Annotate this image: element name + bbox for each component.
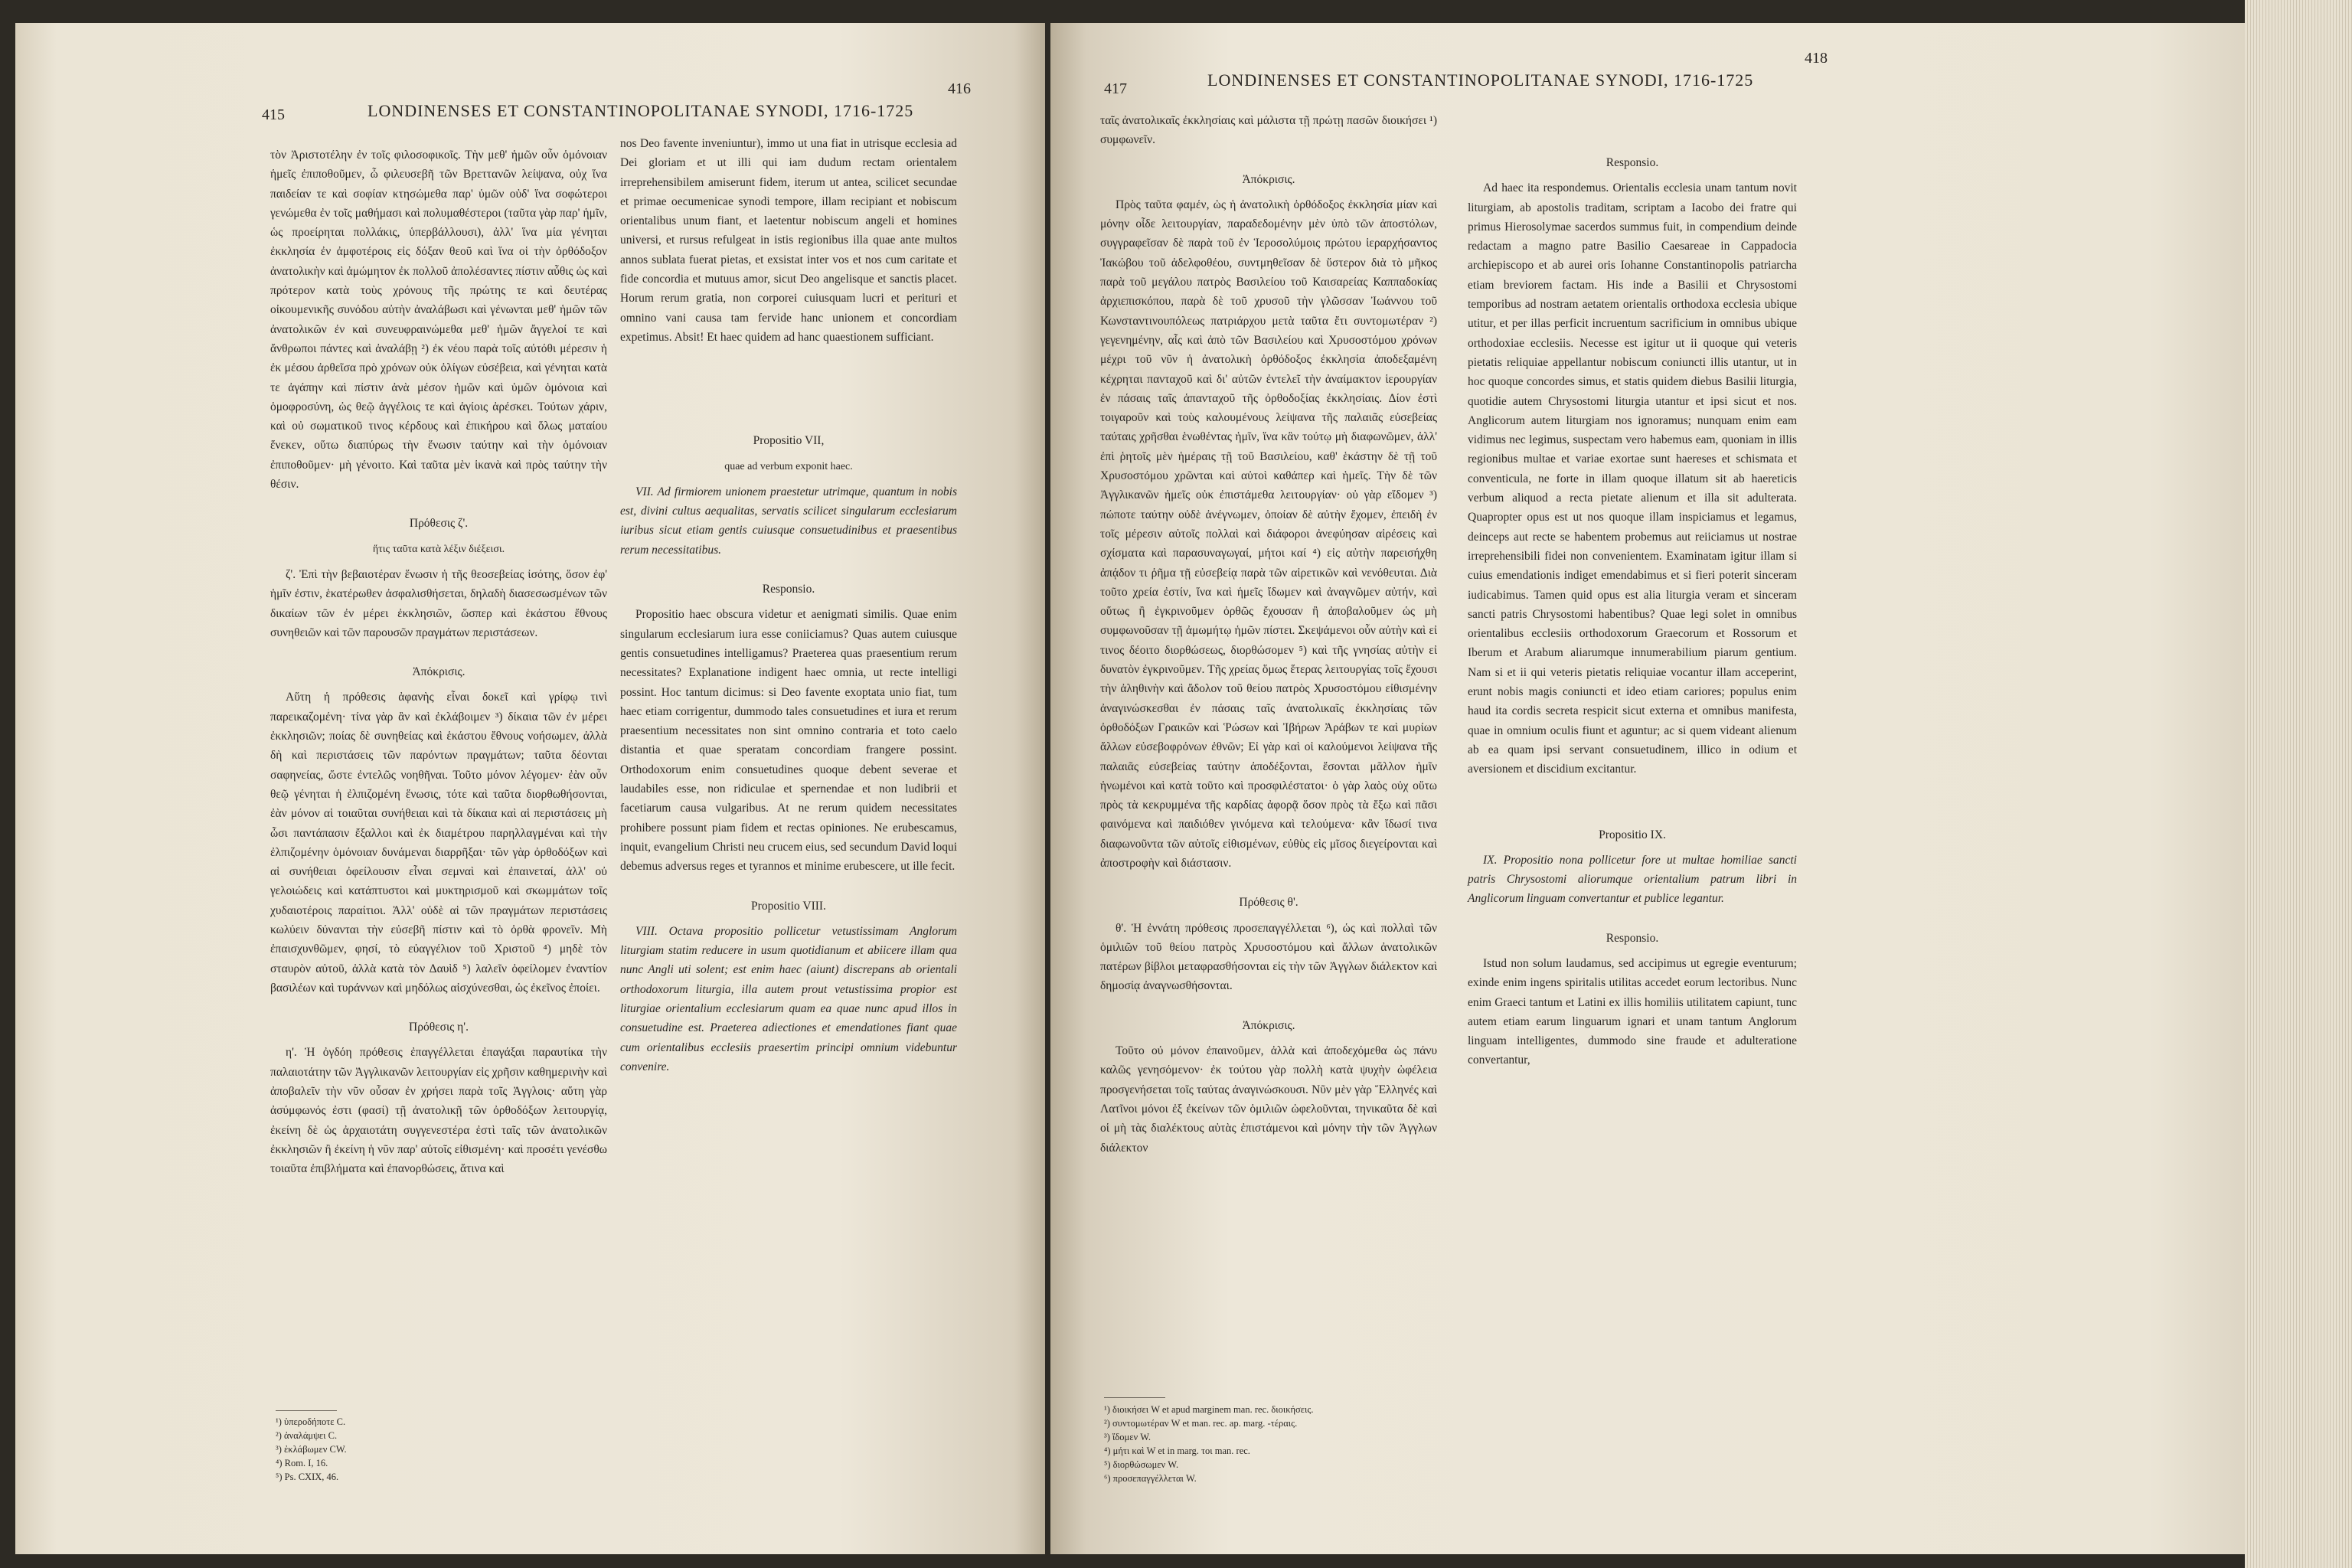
running-head: LONDINENSES ET CONSTANTINOPOLITANAE SYNODI, 1716-1725	[368, 101, 914, 120]
section-heading: Ἀπόκρισις.	[1242, 172, 1295, 186]
section-subheading: ἥτις ταῦτα κατὰ λέξιν διέξεισι.	[372, 543, 505, 555]
greek-paragraph: Τοῦτο οὐ μόνον ἐπαινοῦμεν, ἀλλὰ καὶ ἀποδεχόμεθα ὡς πάνυ καλῶς γενησόμενον· ἐκ τούτου γὰρ πολλὴ κατὰ ψυχὴν ὠφέλεια προσγενήσεται τοῖς ταύτας ἀναγινώσκουσι. Νῦν μὲν γὰρ Ἕλληνές καὶ Λατῖνοι μόνοι ἐξ ἐκείνων τῶν ὁμιλιῶν ὠφελοῦνται, τηνικαῦτα δὲ καὶ οἱ μὴ τὰς διαλέκτους αὐτὰς ἐπιστάμενοι καὶ μόνην τὴν τῶν Ἀγγλων διάλεκτον	[1100, 1044, 1437, 1155]
footnote: ⁵) Ps. CXIX, 46.	[276, 1472, 339, 1482]
greek-paragraph: Πρὸς ταῦτα φαμέν, ὡς ἡ ἀνατολικὴ ὀρθόδοξος ἐκκλησία μίαν καὶ μόνην οἶδε λειτουργίαν, παραδεδομένην μὲν ὑπὸ τῶν ἀποστόλων, συγγραφεῖσαν δὲ παρὰ τοῦ ἐν Ἱεροσολύμοις πρώτου ἱεραρχήσαντος Ἰακώβου τοῦ ἀδελφοθέου, συντμηθεῖσαν δὲ ὕστερον διὰ τὸ μῆκος παρὰ τοῦ μεγάλου πατρὸς Βασιλείου τοῦ Καισαρείας Καππαδοκίας ἀρχιεπισκόπου, παρὰ δὲ τοῦ χρυσοῦ τὴν γλῶσσαν Ἰωάννου τοῦ Κωνσταντινουπόλεως πατριάρχου μετὰ ταῦτα ἔτι συντομωτέραν ²) γεγενημένην, αἷς καὶ ἀπὸ τῶν Βασιλείου καὶ Χρυσοστόμου χρόνων μέχρι τοῦ νῦν ἡ ἀνατολικὴ ὀρθόδοξος ἐκκλησία ἀποδεξαμένη κέχρηται πανταχοῦ καὶ δι' αὐτῶν ἐντελεῖ τὴν ἀναίμακτον ἱερουργίαν ἐν πάσαις ταῖς ἁπανταχοῦ τῆς ὀρθοδοξίας ἐκκλησίαις. Δίον ἐστὶ τοιγαροῦν καὶ τοὺς καλουμένους λείψανα τῆς παλαιᾶς εὐσεβείας ταύταις χρῆσθαι ἑνωθέντας ἡμῖν, ἵνα κἂν τούτῳ μὴ διαφωνῶμεν, ἀλλ' ἐπὶ ῥητοῖς μὲν ἡμέραις τῇ τοῦ Βασιλείου, καθ' ἑκάστην δὲ τῇ τοῦ Χρυσοστόμου χρῶνται καὶ αὐτοὶ καθάπερ καὶ ἡμεῖς. Τὴν δὲ τῶν Ἀγγλικανῶν ἡμεῖς οὐκ ἐπιστάμεθα λειτουργίαν· οὐ γὰρ εἴδομεν ³) πώποτε ταύτην οὐδὲ ἀνέγνωμεν, ὁποίαν δὲ αὐτὴν ἔχομεν, ἐπειδὴ ἐν τοῖς μέρεσιν αὐτοῖς πολλαὶ καὶ διάφοροι ἀνεφύησαν αἱρέσεις καὶ σχίσματα καὶ παρασυναγωγαί, μήτοι καί ⁴) εἰς αὐτὴν παρεισήχθη ἀπᾴδον τι ῥῆμα τῇ εὐσεβείᾳ παρὰ τῶν αἱρετικῶν καὶ νενόθευται. Διὰ τοῦτο χρεία ἐστίν, ἵνα καὶ ἡμεῖς ἴδωμεν καὶ ἀναγνῶμεν αὐτήν, καὶ οὕτως ἢ ἐγκρινοῦμεν ὀρθῶς ἔχουσαν ἢ ἀποβαλοῦμεν ὡς μὴ συμφωνοῦσαν τῇ ἀμωμήτῳ ἡμῶν πίστει. Σκεψάμενοι οὖν αὐτὴν καὶ εἰ τινος δέοιτο διορθώσεως, διορθώσομεν ⁵) καὶ τῆς γνησίας αὐτὴν εἰ δυνατὸν ἐγκρινοῦμεν. Τῆς χρείας ὅμως ἕτερας λειτουργίας τοῖς ἔχουσι τὴν ἀληθινὴν καὶ ἄδολον τοῦ θείου πατρὸς Χρυσοστόμου εἰθισμένην ἀναγινώσκεσθαι ἐν πάσαις ταῖς ἀνατολικαῖς ἐκκλησίαις τῶν ὀρθοδόξων Γραικῶν καὶ Ῥώσων καὶ Ἰβήρων Ἀράβων τε καὶ μυρίων ἄλλων εὐσεβοφρόνων ἐθνῶν; Εἰ γὰρ καὶ οἱ καλούμενοι λείψανα τῆς παλαιᾶς εὐσεβείας ταύτην ἀποδέξονται, ἔσονται μᾶλλον ἡμῖν ἡνωμένοι καὶ κατὰ τοῦτο καὶ προσφιλέστατοι· ὁ γὰρ λαὸς οὐχ οὕτω πρὸς τὰ κεκρυμμένα τῆς καρδίας ἀφορᾷ ὅσον πρὸς τὰ ἔξω καὶ πᾶσι φαινόμενα καὶ παιδιόθεν γινόμενα καὶ τελούμενα· κἂν ἴδωσί τινα διαφωνοῦντα τῶν αὐτοῖς εἰθισμένων, εὐθὺς εἰς μῖσος διεγείρονται καὶ ἀποστροφὴν καὶ διάστασιν.	[1100, 198, 1437, 870]
running-head: LONDINENSES ET CONSTANTINOPOLITANAE SYNODI, 1716-1725	[1207, 70, 1754, 90]
section-subheading: quae ad verbum exponit haec.	[724, 460, 853, 472]
latin-column	[620, 134, 957, 1083]
book-fore-edge	[2245, 0, 2352, 1568]
footnote: ³) ἐκλάβωμεν CW.	[276, 1444, 347, 1455]
greek-paragraph: ταῖς ἀνατολικαῖς ἐκκλησίαις καὶ μάλιστα τῇ πρώτῃ πασῶν διοικήσει ¹) συμφωνεῖν.	[1100, 114, 1437, 147]
left-page	[15, 23, 1045, 1554]
latin-paragraph: Propositio haec obscura videtur et aenigmati similis. Quae enim singularum ecclesiarum iura esse coniiciamus? Quas autem cuiusque gentis consuetudines intelligamus? Praeterea quas praesentium rerum necessitates? Explanatione indigent haec omnia, ut recte intelligi possint. Hoc tantum dicimus: si Deo favente exoptata unio fiat, tum haec etiam corrigentur, dummodo tales consuetudines et iura et rerum praesentium necessitates non sint omnino contraria et toto caelo distantia et quae speratam concordiam frangere possint. Orthodoxorum enim consuetudines quoque debent severae et laudabiles esse, non ridiculae et spernendae et non ludibrii et facetiarum causa vulgaribus. At ne rerum quidem necessitates prohibere possunt piam fidem et rectas opiniones. Ne erubescamus, inquit, evangelium Christi neu crucem eius, sed secundum David loqui debemus adversus reges et tyrannos et minime erubescere, ut ille fecit.	[620, 608, 957, 874]
page-number: 418	[1805, 50, 1828, 67]
section-heading: Propositio VII,	[753, 434, 825, 448]
latin-paragraph: Ad haec ita respondemus. Orientalis ecclesia unam tantum novit liturgiam, ab apostolis traditam, scriptam a Iacobo dei fratre qui primus Hierosolymae sacerdos summus fuit, in compendium deinde redactam a magno patre Basilio Caesareae in Cappadocia archiepiscopo et ab aurei oris Iohanne Constantinopolis patriarcha etiam breviorem factam. His inde a Basilii et Chrysostomi temporibus ad nostram aetatem orientalis orthodoxa ecclesia ubique utitur, et per illas perficit incruentum sacrificium in omnibus ubique orthodoxiae ecclesiis. Necesse est igitur ut ii quoque qui veteris pietatis reliquiae appellantur nobiscum coniuncti illis utantur, ut in hoc quoque concordes simus, et statis quidem diebus Basilii liturgia, quotidie autem Chrysostomi liturgia utantur et ipsi sicut et nos. Anglicorum autem liturgiam nos ignoramus; nunquam enim eam vidimus nec legimus, suspectam vero habemus eam, quoniam in illis regionibus multae et variae exortae sunt haereses et schismata et conventicula, ne forte in illam quoque illatum sit ab haereticis verbum aliquod a recta pietate alienum et illa sit adulterata. Quapropter opus est ut nos quoque illam inspiciamus et legamus, deinceps aut recte se habentem probemus aut reiiciamus ut nostrae irreprehensibili fidei non convenientem. Examinatam igitur illam si cuius emendationis indiget emendabimus et si fieri poterit sinceram iudicabimus. Tamen quid opus est alia liturgia veram et sinceram sancti patris Chrysostomi habentibus? Quae legi solet in omnibus orientalibus ecclesiis orthodoxorum Graecorum et Rossorum et Iberum et Arabum aliarumque innumerabilium piarum gentium. Nam si et ii qui veteris pietatis reliquiae vocantur illam acceperint, erunt nobis magis coniuncti et ideo etiam cariores; populus enim haud ita cordis secreta respicit sicut externa et omnibus manifesta, quae in omnium oculis fiunt et aguntur; ac si quem videant alienum ab ea quam ipsi servant consuetudinem, illico in odium et aversionem et discidium excitantur.	[1468, 181, 1797, 776]
section-heading: Πρόθεσις ζ'.	[409, 517, 469, 531]
section-heading: Responsio.	[762, 583, 815, 596]
footnote: ⁴) μήτι καὶ W et in marg. τοι man. rec.	[1104, 1446, 1250, 1456]
right-page	[1050, 23, 2245, 1554]
greek-paragraph: ζ'. Ἐπὶ τὴν βεβαιοτέραν ἕνωσιν ἡ τῆς θεοσεβείας ἰσότης, ὅσον ἐφ' ἡμῖν ἐστιν, ἑκατέρωθεν ἀσφαλισθήσεται, δηλαδὴ διασεσωσμένων τῶν δικαίων τῶν ἐν μέρει ἐκκλησιῶν, ὥσπερ καὶ ἑκάστου ἔθνους συνηθειῶν καὶ τῶν παρουσῶν πραγμάτων περιστάσεων.	[270, 567, 607, 639]
section-heading: Ἀπόκρισις.	[412, 665, 466, 679]
section-heading: Responsio.	[1606, 931, 1659, 945]
greek-paragraph: η'. Ἡ ὀγδόη πρόθεσις ἐπαγγέλλεται ἐπαγάξαι παραυτίκα τὴν παλαιοτάτην τῶν Ἀγγλικανῶν λειτουργίαν εἰς χρῆσιν καθημερινὴν καὶ ἀποβαλεῖν τὴν νῦν οὖσαν ἐν χρήσει παρὰ τοῖς Ἀγγλοις· αὕτη γὰρ ἀσύμφωνός ἐστι (φασί) τῇ ἀνατολικῇ τῶν ὀρθοδόξων λειτουργίᾳ, ἐκείνη δὲ ὡς ἀρχαιοτάτη συγγενεστέρα ἐστὶ ταῖς τῶν ἀνατολικῶν ἐκκλησιῶν ἢ ἐκείνη ἡ νῦν παρ' αὐτοῖς εἰθισμένη· καὶ προσέτι γενέσθω τοιαῦτα ἐπιβλήματα καὶ ἐπανορθώσεις, ἅτινα καὶ	[270, 1046, 607, 1176]
latin-paragraph: VII. Ad firmiorem unionem praestetur utrimque, quantum in nobis est, divini cultus aequalitas, servatis scilicet singularum ecclesiarum iuribus sicut etiam gentis cuiusque consuetudinibus et praesentibus rerum necessitatibus.	[620, 485, 957, 557]
greek-column	[270, 145, 607, 1185]
latin-paragraph: IX. Propositio nona pollicetur fore ut multae homiliae sancti patris Chrysostomi aliorumque orientalium patrum libri in Anglicorum linguam convertantur et publice legantur.	[1468, 853, 1797, 906]
section-heading: Πρόθεσις η'.	[409, 1021, 469, 1034]
page-number: 416	[948, 80, 971, 97]
footnote-rule	[1104, 1397, 1165, 1398]
page-number: 417	[1104, 80, 1127, 97]
footnote: ³) ἴδομεν W.	[1104, 1432, 1152, 1442]
footnote: ⁶) προσεπαγγέλλεται W.	[1104, 1473, 1197, 1484]
section-heading: Πρόθεσις θ'.	[1239, 896, 1298, 910]
footnotes	[1104, 1403, 1456, 1485]
page-number: 415	[262, 106, 285, 123]
section-heading: Responsio.	[1606, 156, 1659, 169]
section-heading: Propositio VIII.	[751, 899, 826, 913]
footnote: ²) ἀναλάμψει C.	[276, 1430, 338, 1441]
greek-paragraph: τὸν Ἀριστοτέλην ἐν τοῖς φιλοσοφικοῖς. Τὴν μεθ' ἡμῶν οὖν ὁμόνοιαν ἡμεῖς ἐπιποθοῦμεν, ὦ φιλευσεβῆ τῶν Βρεττανῶν λείψανα, οὐχ ἵνα παιδείαν τε καὶ σοφίαν κτησώμεθα παρ' ὑμῶν οὐδ' ἵνα σοφώτεροι γενώμεθα ἐν τοῖς μαθήμασι καὶ πολυμαθέστεροι (ταῦτα γὰρ παρ' ἡμῖν, ὡς προείρηται πολλάκις, ὑπερβάλλουσι), ἀλλ' ἵνα μία γένηται ἐκκλησία ἐν ἀμφοτέροις εἰς δόξαν θεοῦ καὶ ἵνα οἱ τὴν ὀρθόδοξον ἀνατολικὴν καὶ ἀμώμητον ἐκ πολλοῦ ἀπολέσαντες πίστιν αὖθις ὡς καὶ πρότερον κατὰ τοὺς χρόνους τῆς πρώτης τε καὶ δευτέρας οἰκουμενικῆς συνόδου αὐτὴν ἀναλάβωσι καὶ γένωνται μεθ' ἡμῶν τῶν ἀνατολικῶν ἐν καὶ συνευφραινώμεθα μεθ' ἡμῶν ἄγγελοί τε καὶ ἄνθρωποι πάντες καὶ ἀναλάβῃ ²) ἐκ νέου παρὰ τοῖς αὐτόθι μέρεσιν ἡ ἐκ μέσου ἀρθεῖσα πρὸ χρόνων οὐκ ὀλίγων εὐσέβεια, καὶ γένηται κατὰ τε ἀγάπην καὶ πίστιν ἀνὰ μέσον ἡμῶν καὶ ὑμῶν ὁμόνοια καὶ ὁμοφροσύνη, ὡς θεῷ ἀγγέλοις τε καὶ ἁγίοις ἀρέσκει. Τούτων χάριν, καὶ οὐ σωματικοῦ τινος κέρδους καὶ ἐπικήρου καὶ ὅλως ματαίου ἕνεκεν, οὕτω διαπύρως τὴν ἕνωσιν ταύτην καὶ τὴν ὁμόνοιαν ἐπιποθοῦμεν· μὴ γένοιτο. Καὶ ταῦτα μὲν ἱκανὰ καὶ πρὸς ταύτην τὴν θέσιν.	[270, 149, 607, 492]
section-heading: Propositio IX.	[1599, 828, 1666, 841]
footnote: ¹) διοικήσει W et apud marginem man. rec. διοικήσεις.	[1104, 1404, 1314, 1415]
latin-column	[1468, 153, 1797, 1076]
latin-paragraph: nos Deo favente inveniuntur), immo ut una fiat in utrisque ecclesia ad Dei gloriam et ut illi qui iam dudum rectam orientalem irreprehensibilem amiserunt fidem, iterum ut antea, scilicet secundae et primae oecumenicae synodi tempore, illam recipiant et nobiscum orientalibus unum fiant, et laetentur nobiscum angeli et homines universi, et rursus refulgeat in istis regionibus illa quae ante multos annos sublata fuerat pietas, et exsistat inter vos et nos cum caritate et fide concordia et mutuus amor, sicut Deo angelisque et sanctis placet. Horum rerum gratia, non corporei cuiusquam lucri et perituri et omnino vani causa tam fervide hanc unionem et concordiam expetimus. Absit! Et haec quidem ad hanc quaestionem sufficiant.	[620, 137, 957, 344]
greek-column	[1100, 111, 1437, 1164]
footnote: ⁴) Rom. I, 16.	[276, 1458, 328, 1468]
latin-paragraph: VIII. Octava propositio pollicetur vetustissimam Anglorum liturgiam statim reducere in usum quotidianum et abiicere illam qua nunc Angli uti solent; est enim haec (aiunt) discrepans ab orientali orthodoxorum liturgia, illa autem prout vetustissima propior est liturgiae orientalium ecclesiarum quam ea quae nunc apud illos in consuetudine est. Praeterea adiectiones et emendationes fiant quae cum orientalibus ecclesiis praesertim principi omnium videbuntur convenire.	[620, 924, 957, 1073]
footnote-rule	[276, 1410, 337, 1411]
footnote: ¹) ὑπεροδήποτε C.	[276, 1416, 346, 1427]
footnotes	[276, 1415, 597, 1484]
footnote: ²) συντομωτέραν W et man. rec. ap. marg. -τέραις.	[1104, 1418, 1298, 1429]
greek-paragraph: θ'. Ἡ ἐννάτη πρόθεσις προσεπαγγέλλεται ⁶), ὡς καὶ πολλαὶ τῶν ὁμιλιῶν τοῦ θείου πατρὸς Χρυσοστόμου καὶ ἄλλων ἀνατολικῶν πατέρων βίβλοι μεταφρασθήσονται εἰς τὴν τῶν Ἀγγλων διάλεκτον καὶ δημοσίᾳ ἀναγνωσθήσονται.	[1100, 921, 1437, 993]
section-heading: Ἀπόκρισις.	[1242, 1018, 1295, 1032]
greek-paragraph: Αὕτη ἡ πρόθεσις ἀφανὴς εἶναι δοκεῖ καὶ γρίφῳ τινὶ παρεικαζομένη· τίνα γὰρ ἂν καὶ ἐκλάβοιμεν ³) δίκαια τῶν ἐν μέρει ἐκκλησιῶν; ποίας δὲ συνηθείας καὶ ἑκάστου ἔθνους νοήσωμεν, ἀλλὰ δὴ καὶ περιστάσεις τῶν παρόντων πραγμάτων; ταῦτα δέονται σαφηνείας, ὥστε ἐντελῶς νοηθῆναι. Τοῦτο μόνον λέγομεν· ἐὰν οὖν θεῷ γένηται ἡ ἐλπιζομένη ἕνωσις, τότε καὶ ταῦτα διορθωθήσονται, ἐὰν μόνον αἱ τοιαῦται συνήθειαι καὶ τὰ δίκαια καὶ αἱ περιστάσεις μὴ ὦσι παντάπασιν ἔξαλλοι καὶ ἐκ διαμέτρου παρηλλαγμέναι καὶ τὴν ἐλπιζομένην ὁμόνοιαν δυνάμεναι διαρρῆξαι· τῶν γὰρ ὀρθοδόξων καὶ αἱ συνήθειαι ὀφείλουσιν εἶναι σεμναὶ καὶ ἐπαινεταί, ἀλλ' οὐ γελοιώδεις καὶ κατάπτυστοι καὶ μυκτηρισμοῦ καὶ σκωμμάτων τοῖς χυδαιοτέροις παραίτιοι. Ἀλλ' οὐδὲ αἱ τῶν πραγμάτων περιστάσεις κωλύειν δύνανται τὴν εὐσεβῆ πίστιν καὶ τὸ ὀρθὰ φρονεῖν. Μὴ ἐπαισχυνθῶμεν, φησί, τὸ εὐαγγέλιον τοῦ Χριστοῦ ⁴) μηδὲ τὸν σταυρὸν αὐτοῦ, ἀλλὰ κατὰ τὸν Δαυὶδ ⁵) λαλεῖν ὀφείλομεν ἐναντίον βασιλέων καὶ τυράννων καὶ μηδόλως αἰσχύνεσθαι, ὡς ἐκεῖνος ἐποίει.	[270, 691, 607, 995]
latin-paragraph: Istud non solum laudamus, sed accipimus ut egregie eventurum; exinde enim ingens spiritalis utilitas accedet eorum lectoribus. Nunc enim Graeci tantum et Latini ex illis homiliis utilitatem capiunt, tunc autem etiam earum linguarum ignari et unam tantum Anglorum linguam intelligentes, dummodo sine fraude et adulteratione convertantur,	[1468, 956, 1797, 1067]
footnote: ⁵) διορθώσωμεν W.	[1104, 1459, 1179, 1470]
